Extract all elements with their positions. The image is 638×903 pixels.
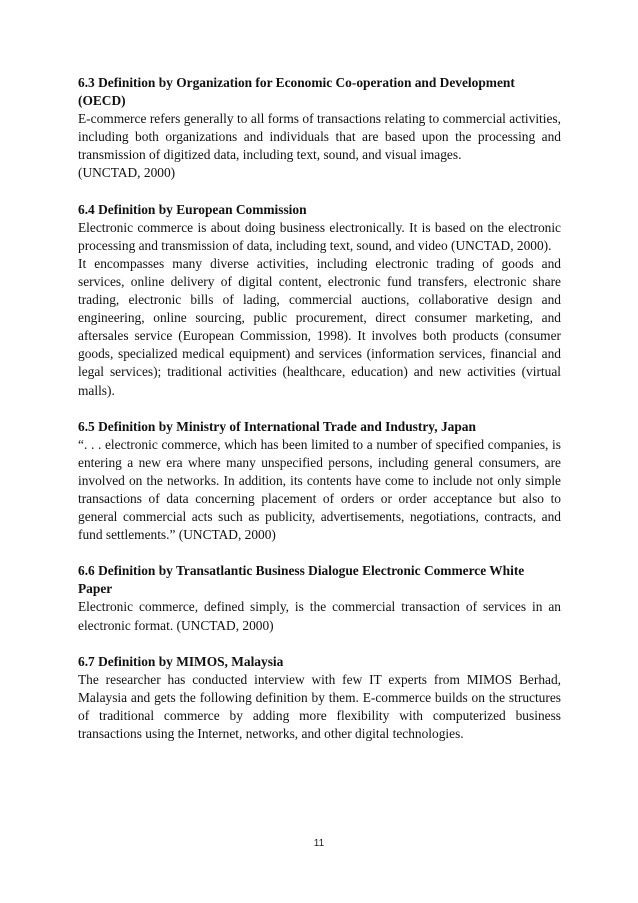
section-oecd (78, 74, 561, 183)
section-miti-japan (78, 418, 561, 545)
section-heading: 6.3 Definition by Organization for Economic Co-operation and Development (OECD) (78, 75, 515, 109)
section-paragraph: Electronic commerce is about doing business electronically. It is based on the electronic processing and transmission of data, including text, sound, and video (UNCTAD, 2000). (78, 219, 561, 253)
section-european-commission (78, 201, 561, 400)
section-paragraph: Electronic commerce, defined simply, is the commercial transaction of services in an electronic format. (UNCTAD, 2000) (78, 599, 561, 633)
section-heading: 6.5 Definition by Ministry of International Trade and Industry, Japan (78, 418, 476, 434)
section-citation: (UNCTAD, 2000) (78, 165, 176, 181)
section-paragraph: It encompasses many diverse activities, including electronic trading of goods and services, online delivery of digital content, electronic fund transfers, electronic share trading, electronic bills of lading, commercial auctions, collaborative design and engineering, online sourcing, public procurement, direct consumer marketing, and aftersales service (European Commission, 1998). It involves both products (consumer goods, specialized medical equipment) and services (information services, financial and legal services); traditional activities (healthcare, education) and new activities (virtual malls). (78, 255, 561, 398)
page-number: 11 (313, 838, 325, 849)
section-transatlantic (78, 562, 561, 634)
section-heading: 6.7 Definition by MIMOS, Malaysia (78, 653, 284, 669)
document-page (78, 74, 561, 761)
section-paragraph: “. . . electronic commerce, which has been limited to a number of specified companies, is entering a new era where many unspecified persons, including general consumers, are involved on the networks. In addition, its contents have come to include not only simple transactions of data concerning placement of orders or order acceptance but also to general commercial acts such as publicity, advertisements, negotiations, contracts, and fund settlements.” (UNCTAD, 2000) (78, 436, 561, 543)
section-paragraph: The researcher has conducted interview with few IT experts from MIMOS Berhad, Malaysia and gets the following definition by them. E-commerce builds on the structures of traditional commerce by adding more flexibility with computerized business transactions using the Internet, networks, and other digital technologies. (78, 671, 561, 741)
section-mimos (78, 653, 561, 743)
section-heading: 6.6 Definition by Transatlantic Business Dialogue Electronic Commerce White Paper (78, 563, 525, 597)
section-paragraph: E-commerce refers generally to all forms of transactions relating to commercial activities, including both organizations and individuals that are based upon the processing and transmission of digitized data, including text, sound, and visual images. (78, 111, 561, 163)
section-heading: 6.4 Definition by European Commission (78, 201, 307, 217)
